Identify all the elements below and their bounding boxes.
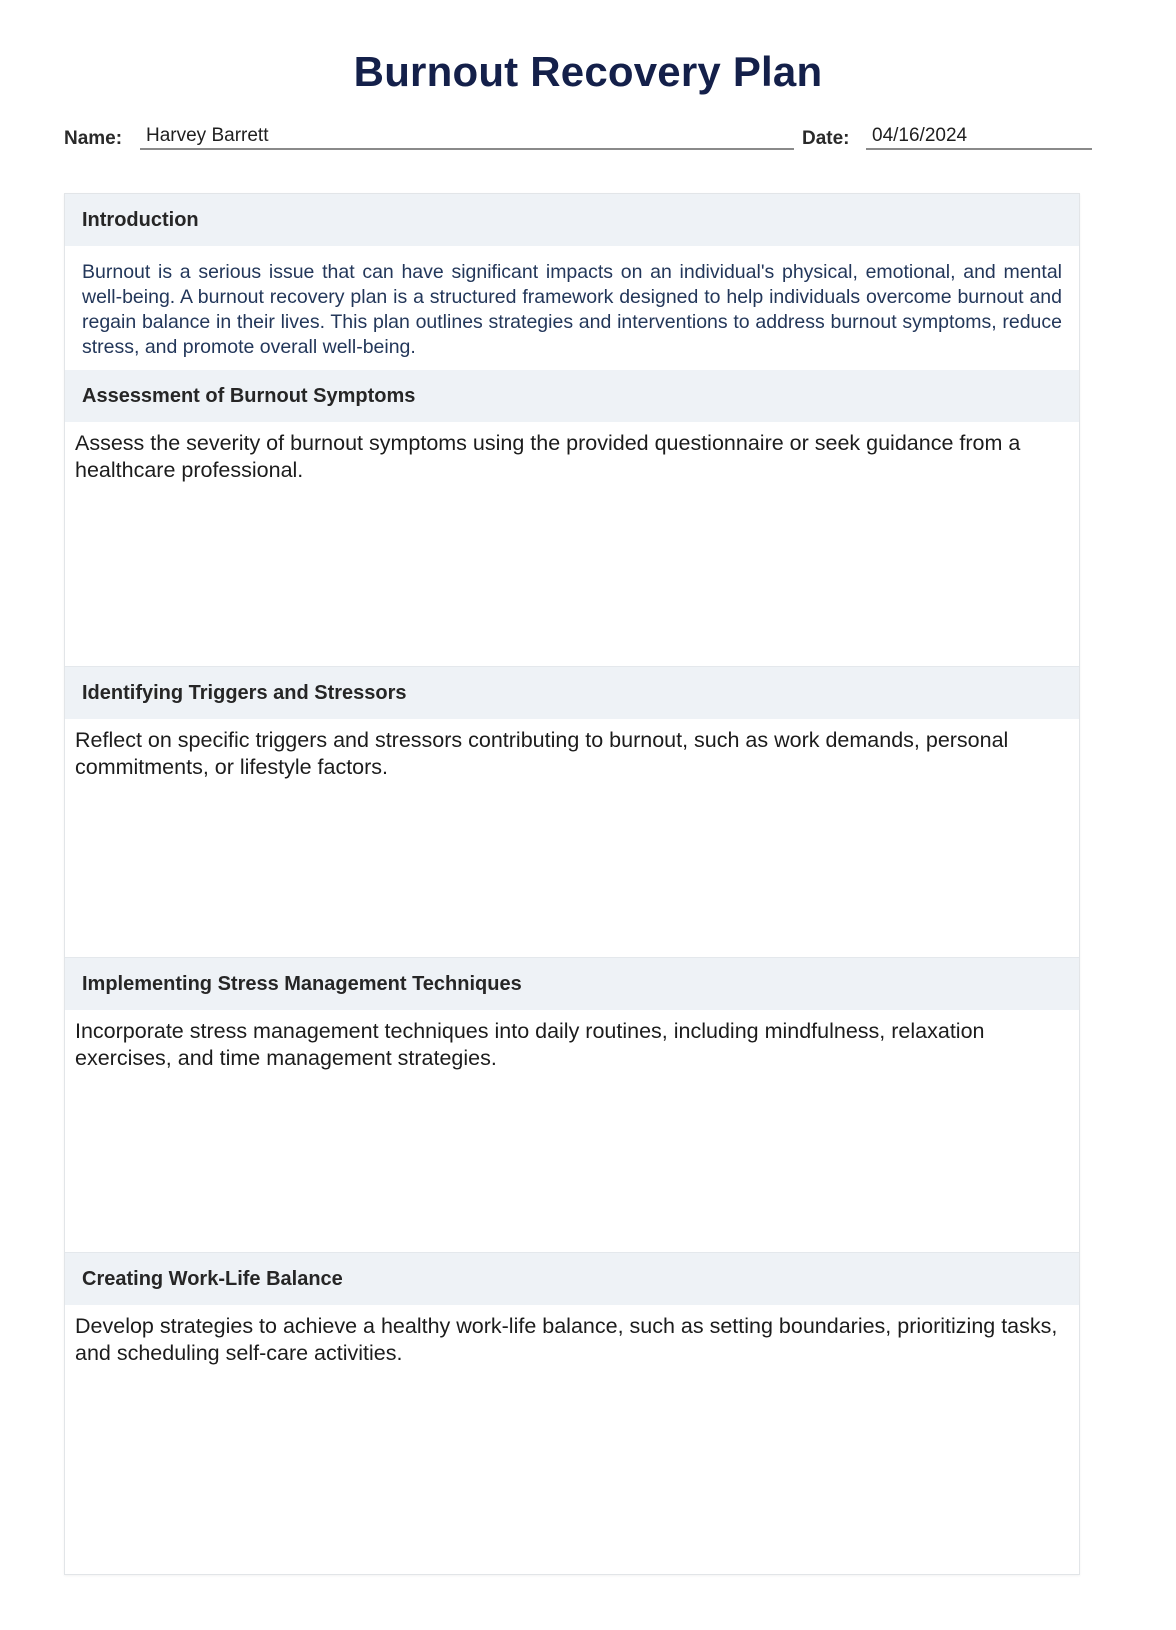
date-label: Date: [802, 128, 850, 149]
stress-management-text: Incorporate stress management techniques into daily routines, including mindfulness, relaxation exercises, and time management strategies. [75, 1019, 985, 1070]
stress-management-field[interactable] [65, 1010, 1079, 1252]
section-heading: Creating Work-Life Balance [82, 1268, 343, 1290]
section-header-triggers [65, 667, 1079, 719]
assessment-text: Assess the severity of burnout symptoms using the provided questionnaire or seek guidance from a healthcare professional. [75, 431, 1021, 482]
section-header-introduction [65, 194, 1079, 246]
section-header-stress-management [65, 958, 1079, 1010]
triggers-text: Reflect on specific triggers and stressors contributing to burnout, such as work demands, personal commitments, or lifestyle factors. [75, 728, 1009, 779]
section-header-assessment [65, 370, 1079, 422]
section-heading: Introduction [82, 209, 199, 231]
page-title: Burnout Recovery Plan [353, 48, 823, 95]
work-life-balance-text: Develop strategies to achieve a healthy work-life balance, such as setting boundaries, prioritizing tasks, and scheduling self-care activities. [75, 1314, 1058, 1365]
patient-info-row [64, 124, 1092, 154]
triggers-field[interactable] [65, 719, 1079, 957]
plan-sheet [64, 193, 1080, 1575]
section-heading: Identifying Triggers and Stressors [82, 682, 407, 704]
assessment-field[interactable] [65, 422, 1079, 666]
section-heading: Implementing Stress Management Techniques [82, 973, 522, 995]
name-field[interactable]: Harvey Barrett [140, 124, 794, 150]
date-field[interactable]: 04/16/2024 [866, 124, 1092, 150]
section-heading: Assessment of Burnout Symptoms [82, 385, 416, 407]
name-label: Name: [64, 128, 123, 149]
work-life-balance-field[interactable] [65, 1305, 1079, 1573]
introduction-text: Burnout is a serious issue that can have significant impacts on an individual's physical, emotional, and mental well-being. A burnout recovery plan is a structured framework designed to help individuals overcome burnout and regain balance in their lives. This plan outlines strategies and interventions to address burnout symptoms, reduce stress, and promote overall well-being. [82, 261, 1062, 358]
section-header-work-life-balance [65, 1253, 1079, 1305]
